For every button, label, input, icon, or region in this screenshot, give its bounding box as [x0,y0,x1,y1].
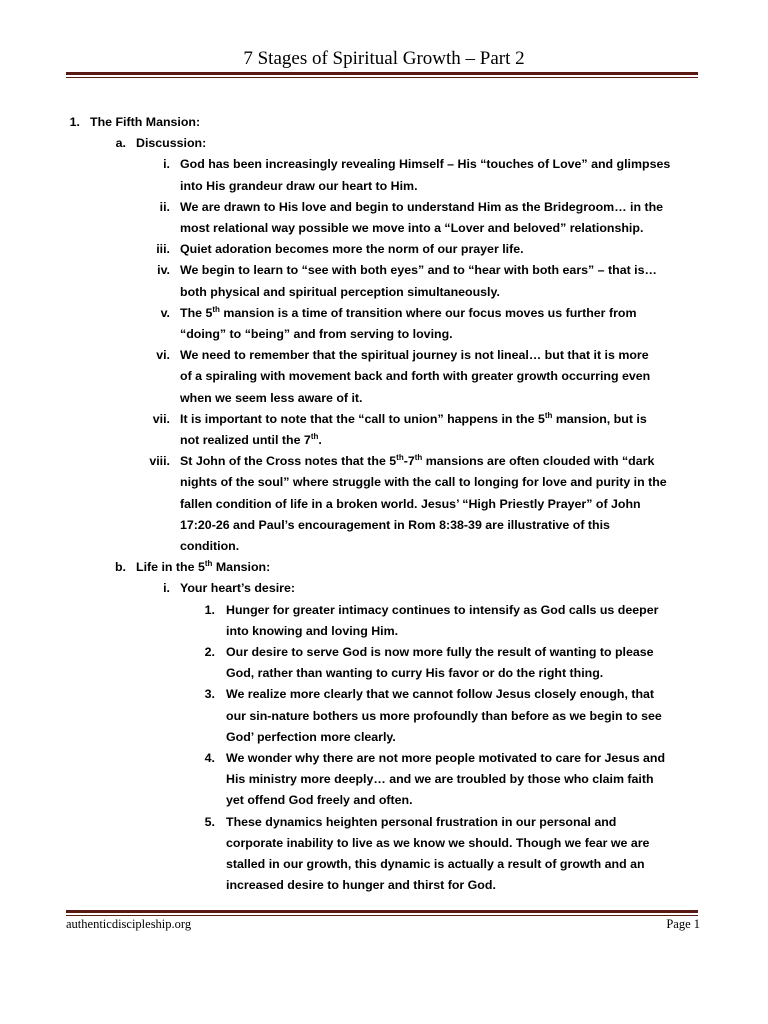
outline-text-line: stalled in our growth, this dynamic is actually a result of growth and an [226,856,645,871]
outline-marker: 1. [204,602,215,617]
outline-marker: vi. [156,348,170,363]
outline-marker: ii. [159,199,170,214]
outline-text-line: 17:20-26 and Paul’s encouragement in Rom 8:38-39 are illustrative of this [180,517,610,532]
outline-marker: 4. [204,751,215,765]
outline-text-line: into knowing and loving Him. [226,623,399,638]
outline-text-line: God, rather than wanting to curry His favor or do the right thing. [226,666,604,681]
outline-marker: 3. [204,687,215,702]
outline-marker: a. [115,136,126,151]
header-rule-thin [66,77,698,78]
outline-text-line: corporate inability to live as we know we should. Though we fear we are [226,835,650,850]
outline-marker: 5. [204,814,215,829]
outline-marker: vii. [152,411,170,426]
outline-text-line: We are drawn to His love and begin to understand Him as the Bridegroom… in the [180,199,664,214]
outline-text-line: It is important to note that the “call to union” happens in the 5th mansion, but is [180,410,647,426]
outline-text-line: God’ perfection more clearly. [226,729,396,744]
outline-text-line: His ministry more deeply… and we are troubled by those who claim faith [226,772,654,787]
outline-marker: 2. [204,645,215,659]
outline-text-line: We wonder why there are not more people motivated to care for Jesus and [226,751,666,765]
outline-text-line: fallen condition of life in a broken world. Jesus’ “High Priestly Prayer” of John [180,496,641,511]
outline-text-line: We need to remember that the spiritual journey is not lineal… but that it is more [180,348,649,363]
header-rule-thick [66,72,698,75]
outline-marker: v. [160,305,170,320]
outline-text-line: increased desire to hunger and thirst for God. [226,878,496,893]
footer-rule-thin [66,915,698,916]
outline-text-line: The Fifth Mansion: [90,115,201,129]
outline-text-line: nights of the soul” where struggle with the call to longing for love and purity in the [180,475,667,490]
outline-text-line: when we seem less aware of it. [180,390,363,405]
outline-marker: iv. [157,263,170,278]
page-title: 7 Stages of Spiritual Growth – Part 2 [243,48,525,69]
outline-text-line: our sin-nature bothers us more profoundly than before as we begin to see [226,708,662,723]
outline-text-line: condition. [180,538,240,553]
outline-text-line: Discussion: [136,136,207,151]
outline-text-line: most relational way possible we move into a “Lover and beloved” relationship. [180,220,644,235]
outline-marker: 1. [69,115,80,129]
outline-text-line: Your heart’s desire: [180,581,295,596]
outline-marker: iii. [156,242,170,257]
outline-text-line: “doing” to “being” and from serving to loving. [180,326,453,341]
outline-text-line: into His grandeur draw our heart to Him. [180,178,418,193]
outline-marker: i. [163,157,170,172]
outline-text-line: We begin to learn to “see with both eyes” and to “hear with both ears” – that is… [180,263,657,278]
outline-text-line: God has been increasingly revealing Himself – His “touches of Love” and glimpses [180,157,671,172]
outline-text-line: not realized until the 7th. [180,431,322,447]
outline-text-line: Quiet adoration becomes more the norm of our prayer life. [180,242,524,257]
outline-text-line: The 5th mansion is a time of transition where our focus moves us further from [180,304,637,320]
outline-text-line: St John of the Cross notes that the 5th-7th mansions are often clouded with “dark [180,453,655,469]
footer-site: authenticdiscipleship.org [66,917,192,931]
outline-marker: b. [114,560,126,575]
outline-text-line: yet offend God freely and often. [226,793,413,808]
outline-marker: i. [163,581,170,596]
outline-text-line: Our desire to serve God is now more fully the result of wanting to please [226,645,654,659]
outline-marker: viii. [149,454,170,469]
outline-text-line: of a spiraling with movement back and forth with greater growth occurring even [180,369,651,384]
outline-text-line: Hunger for greater intimacy continues to intensify as God calls us deeper [226,602,659,617]
footer-rule-thick [66,910,698,913]
footer-page-number: Page 1 [666,917,700,931]
outline-text-line: These dynamics heighten personal frustration in our personal and [226,814,617,829]
outline-text-line: We realize more clearly that we cannot follow Jesus closely enough, that [226,687,655,702]
outline-text-line: Life in the 5th Mansion: [136,559,271,575]
outline-text-line: both physical and spiritual perception simultaneously. [180,284,500,299]
